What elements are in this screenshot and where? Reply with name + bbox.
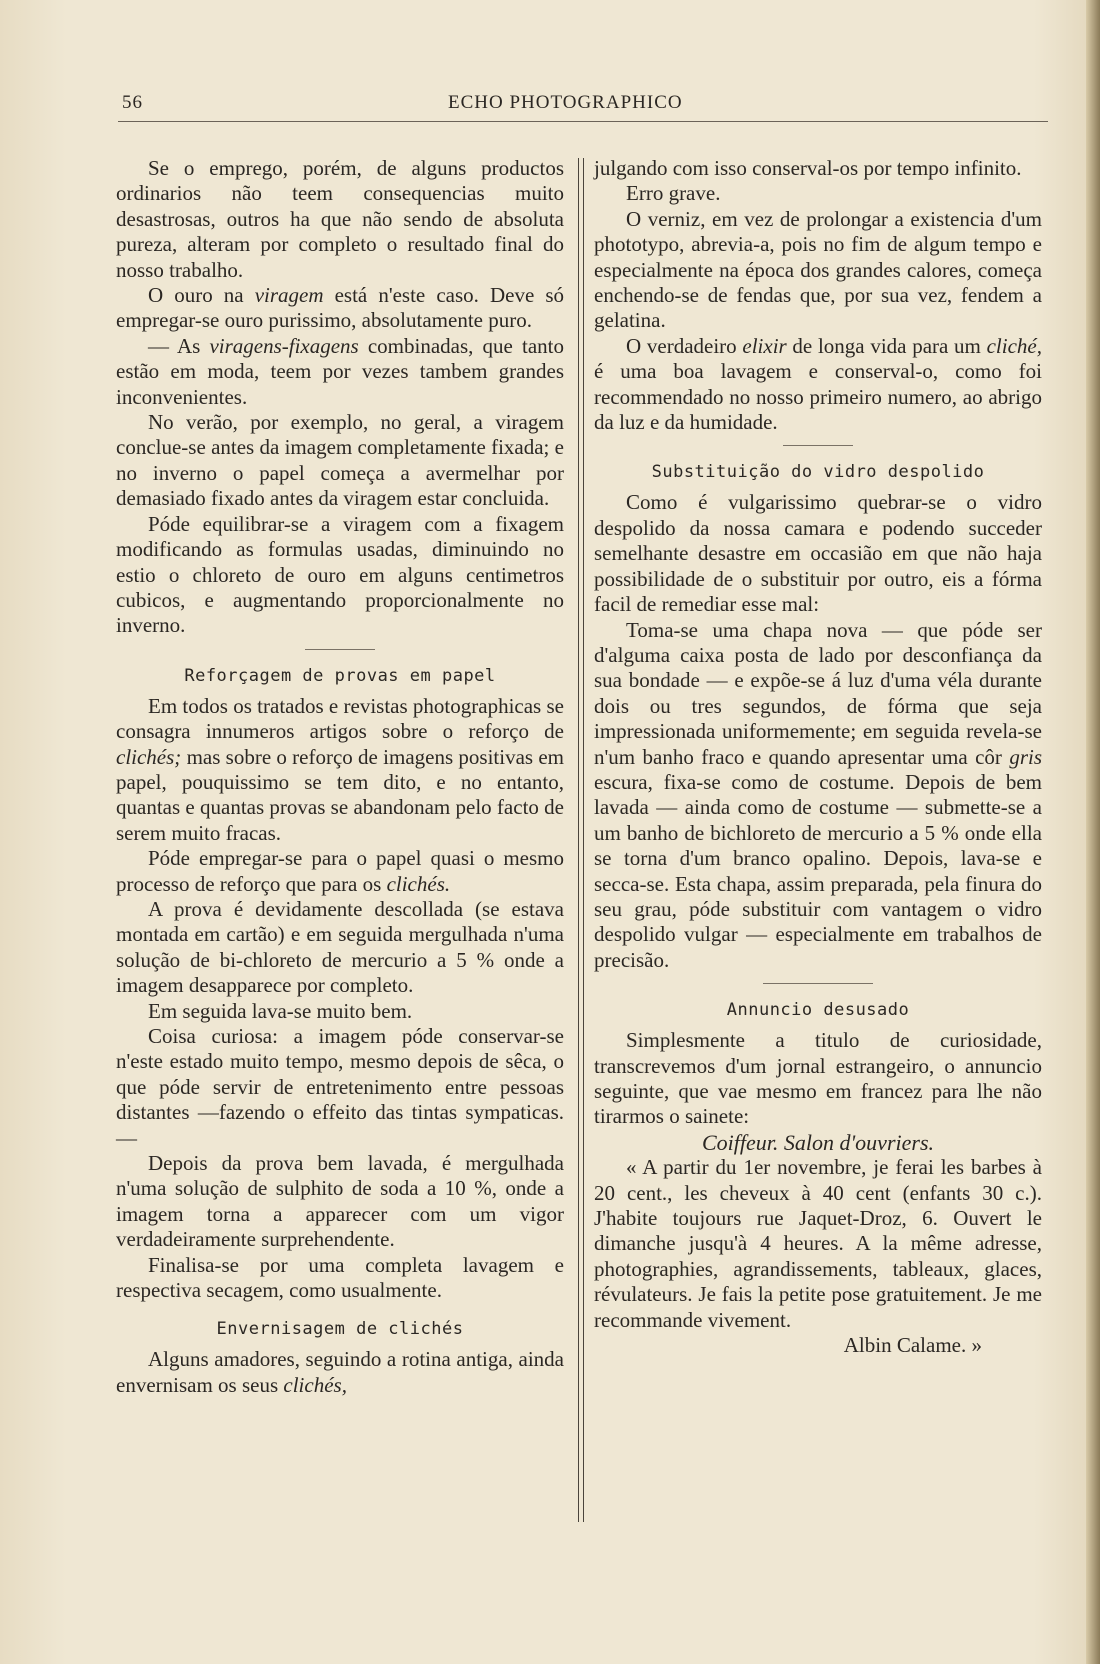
right-column bbox=[594, 156, 1042, 1358]
ad-signature: Albin Calame. » bbox=[843, 1333, 982, 1358]
section-divider bbox=[763, 983, 873, 984]
page-header bbox=[118, 92, 1048, 120]
page-edge bbox=[1086, 0, 1100, 1664]
paragraph: A prova é devidamente descollada (se estava montada em cartão) e em seguida mergulhada n'uma solução de bi-chloreto de mercurio a 5 % onde a imagem desapparece por completo. bbox=[116, 896, 564, 998]
page-number: 56 bbox=[122, 92, 143, 113]
section-divider bbox=[305, 649, 375, 650]
paragraph: O verniz, em vez de prolongar a existencia d'um phototypo, abrevia-a, pois no fim de algum tempo e especialmente na época dos grandes calores, começa enchendo-se de fendas que, por sua vez, fendem a gelatina. bbox=[594, 206, 1042, 333]
paragraph: Coisa curiosa: a imagem póde conservar-se n'este estado muito tempo, mesmo depois de sêca, o que póde servir de entretenimento entre pessoas distantes —fazendo o effeito das tintas sympaticas.— bbox=[116, 1024, 564, 1150]
paragraph: Como é vulgarissimo quebrar-se o vidro despolido da nossa camara e podendo succeder semelhante desastre em occasião em que não haja possibilidade de o substituir por outro, eis a fórma facil de remediar esse mal: bbox=[594, 490, 1042, 617]
paragraph: — As viragens-fixagens combinadas, que tanto estão em moda, teem por vezes tambem grandes inconvenientes. bbox=[116, 333, 564, 409]
paragraph: Erro grave. bbox=[626, 181, 721, 206]
section-heading: Annuncio desusado bbox=[726, 1000, 910, 1021]
section-divider bbox=[783, 445, 853, 446]
paragraph: Se o emprego, porém, de alguns productos ordinarios não teem consequencias muito desastrosas, outros ha que não sendo de absoluta pureza, alteram por completo o resultado final do nosso trabalho. bbox=[116, 156, 564, 282]
paragraph: Simplesmente a titulo de curiosidade, transcrevemos d'um jornal estrangeiro, o annuncio seguinte, que vae mesmo em francez para lhe não tirarmos o sainete: bbox=[594, 1028, 1042, 1129]
running-title: ECHO PHOTOGRAPHICO bbox=[448, 92, 683, 113]
paragraph: O ouro na viragem está n'este caso. Deve só empregar-se ouro purissimo, absolutamente puro. bbox=[116, 283, 565, 333]
paragraph: Alguns amadores, seguindo a rotina antiga, ainda envernisam os seus clichés, bbox=[116, 1347, 564, 1397]
header-rule bbox=[118, 121, 1048, 122]
paragraph: Em todos os tratados e revistas photographicas se consagra innumeros artigos sobre o reforço de clichés; mas sobre o reforço de imagens positivas em papel, pouquissimo se tem dito, e no entanto, quantas e quantas provas se abandonam pelo facto de serem muito fracas. bbox=[116, 693, 564, 845]
paragraph: No verão, por exemplo, no geral, a viragem conclue-se antes da imagem completamente fixada; e no inverno o papel começa a avermelhar por demasiado fixado antes da viragem estar concluida. bbox=[116, 410, 564, 511]
paragraph: Toma-se uma chapa nova — que póde ser d'alguma caixa posta de lado por desconfiança da sua bondade — e expõe-se á luz d'uma véla durante dois ou tres segundos, de fórma que seja impressionada uniformemente; em seguida revela-se n'um banho fraco e quando apresentar uma côr gris escura, fixa-se como de costume. Depois de bem lavada — ainda como de costume — submette-se a um banho de bichloreto de mercurio a 5 % onde ella se torna d'um branco opalino. Depois, lava-se e secca-se. Esta chapa, assim preparada, pela finura do seu grau, póde substituir com vantagem o vidro despolido vulgar — especialmente em trabalhos de precisão. bbox=[594, 617, 1042, 972]
column-divider bbox=[583, 158, 584, 1522]
left-column bbox=[116, 156, 564, 1398]
paragraph: julgando com isso conserval-os por tempo infinito. bbox=[594, 156, 1022, 180]
paragraph: O verdadeiro elixir de longa vida para um cliché, é uma boa lavagem e conserval-o, como foi recommendado no nosso primeiro numero, ao abrigo da luz e da humidade. bbox=[594, 333, 1042, 435]
ad-title: Coiffeur. Salon d'ouvriers. bbox=[701, 1129, 935, 1155]
section-heading: Substituição do vidro despolido bbox=[651, 462, 985, 483]
paragraph: Depois da prova bem lavada, é mergulhada n'uma solução de sulphito de soda a 10 %, onde a imagem torna a apparecer com um vigor verdadeiramente surprehendente. bbox=[116, 1151, 564, 1252]
paragraph: Finalisa-se por uma completa lavagem e respectiva secagem, como usualmente. bbox=[116, 1252, 564, 1303]
paragraph: Póde equilibrar-se a viragem com a fixagem modificando as formulas usadas, diminuindo no estio o chloreto de ouro em alguns centimetros cubicos, e augmentando proporcionalmente no inverno. bbox=[116, 511, 564, 638]
section-heading: Envernisagem de clichés bbox=[216, 1319, 464, 1340]
ad-text: « A partir du 1er novembre, je ferai les barbes à 20 cent., les cheveux à 40 cent (enfants 30 c.). J'habite toujours rue Jaquet-Droz, 6. Ouvert le dimanche jusqu'à 4 heures. A la même adresse, photographies, agrandissements, tableaux, glaces, révulateurs. Je fais la petite pose gratuitement. Je me recommande vivement. bbox=[594, 1155, 1042, 1332]
column-divider bbox=[578, 158, 579, 1522]
paragraph: Em seguida lava-se muito bem. bbox=[148, 998, 413, 1023]
section-heading: Reforçagem de provas em papel bbox=[184, 665, 496, 686]
paragraph: Póde empregar-se para o papel quasi o mesmo processo de reforço que para os clichés. bbox=[116, 846, 564, 896]
